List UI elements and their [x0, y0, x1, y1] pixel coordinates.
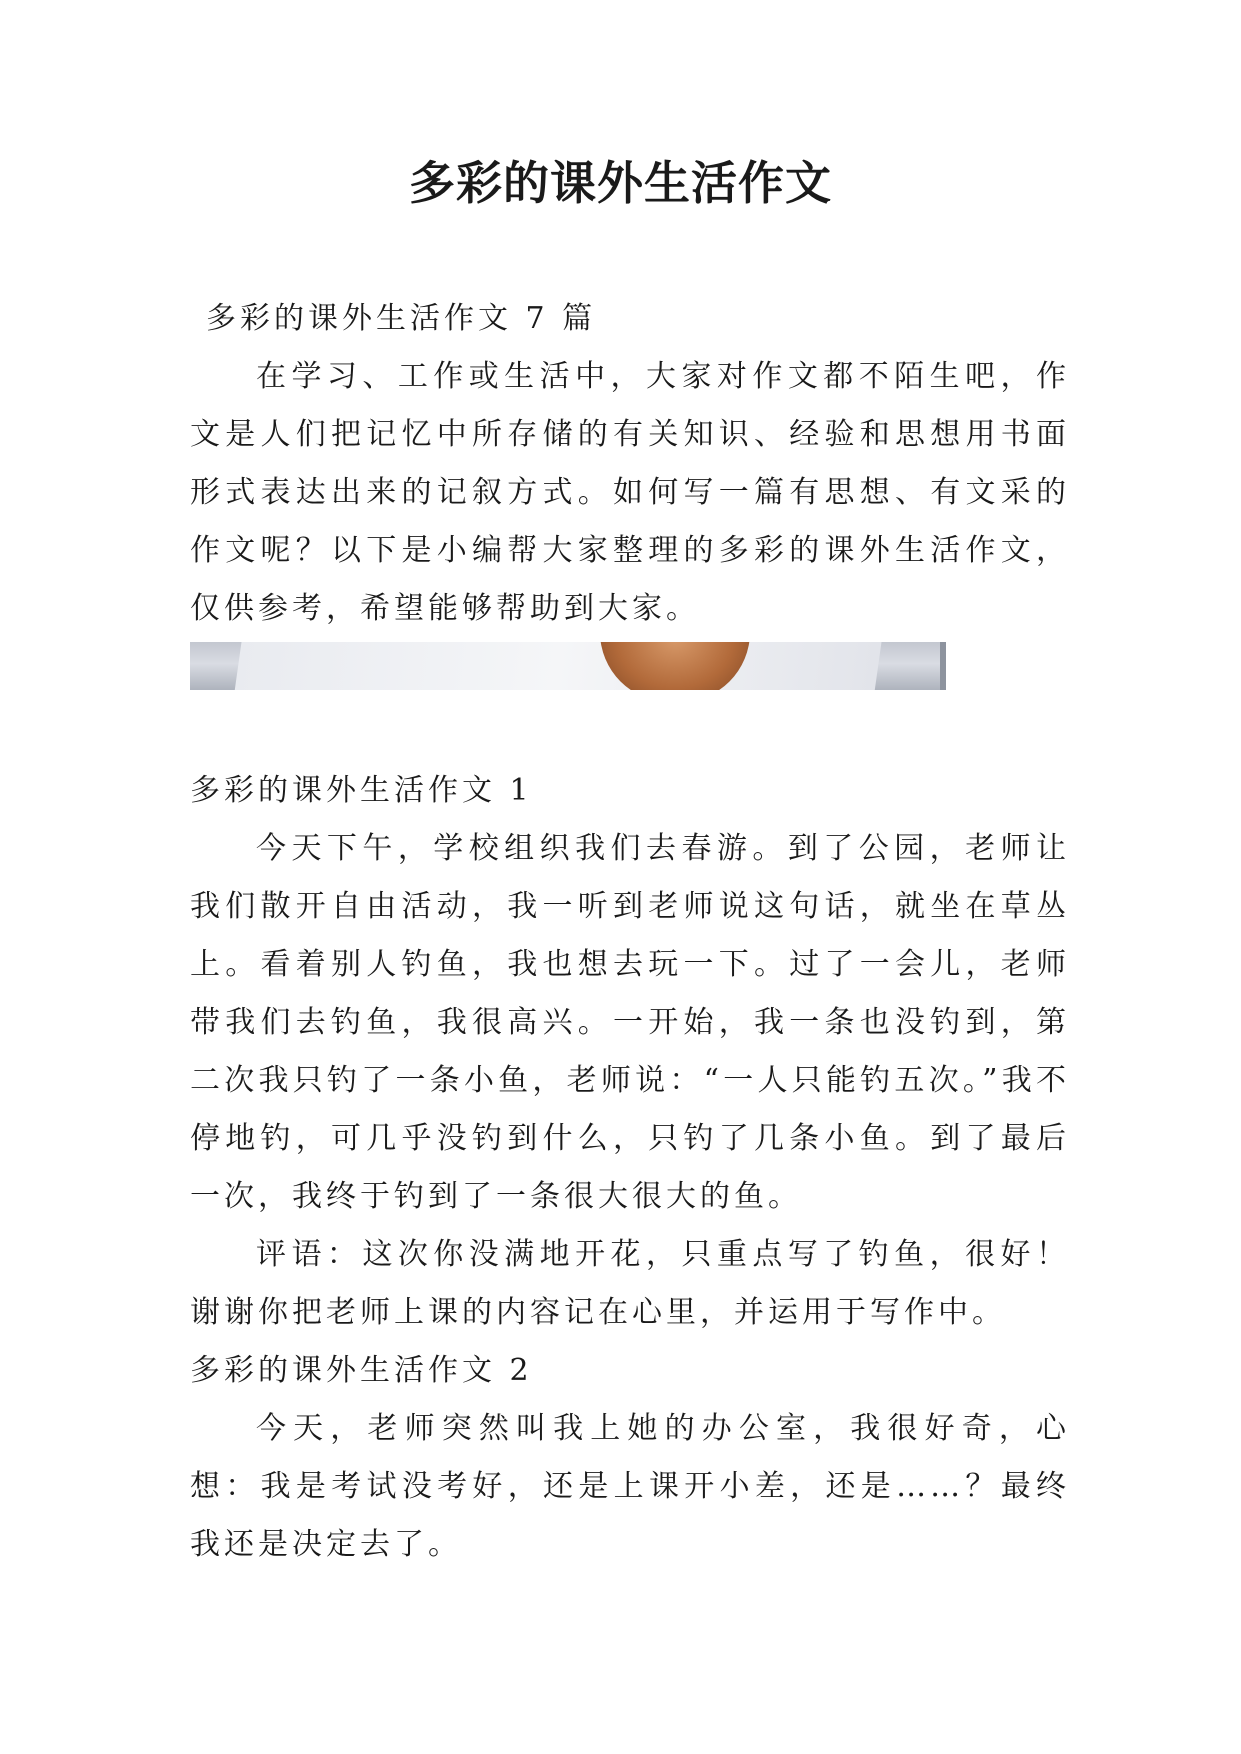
document-subtitle: 多彩的课外生活作文 7 篇 [206, 301, 597, 336]
document-body [190, 290, 1070, 1574]
photo-paper-sheet [233, 642, 883, 690]
section-2-paragraph-1: 今天，老师突然叫我上她的办公室，我很好奇，心想：我是考试没考好，还是上课开小差，还是……？最终我还是决定去了。 [190, 1411, 1070, 1562]
section-1-comment: 评语：这次你没满地开花，只重点写了钓鱼，很好！谢谢你把老师上课的内容记在心里，并运用于写作中。 [190, 1237, 1070, 1330]
intro-paragraph: 在学习、工作或生活中，大家对作文都不陌生吧，作文是人们把记忆中所存储的有关知识、经验和思想用书面形式表达出来的记叙方式。如何写一篇有思想、有文采的作文呢？以下是小编帮大家整理的多彩的课外生活作文，仅供参考，希望能够帮助到大家。 [190, 359, 1070, 626]
section-heading-2: 多彩的课外生活作文 2 [190, 1353, 533, 1388]
photo-edge [940, 642, 946, 690]
section-1-paragraph-1: 今天下午，学校组织我们去春游。到了公园，老师让我们散开自由活动，我一听到老师说这句话，就坐在草丛上。看着别人钓鱼，我也想去玩一下。过了一会儿，老师带我们去钓鱼，我很高兴。一开始，我一条也没钓到，第二次我只钓了一条小鱼，老师说：“一人只能钓五次。”我不停地钓，可几乎没钓到什么，只钓了几条小鱼。到了最后一次，我终于钓到了一条很大很大的鱼。 [190, 831, 1070, 1214]
photo-hand-shape [600, 642, 750, 690]
document-title: 多彩的课外生活作文 [409, 156, 832, 210]
cropped-photo-strip [190, 642, 946, 690]
section-heading-1: 多彩的课外生活作文 1 [190, 773, 533, 808]
